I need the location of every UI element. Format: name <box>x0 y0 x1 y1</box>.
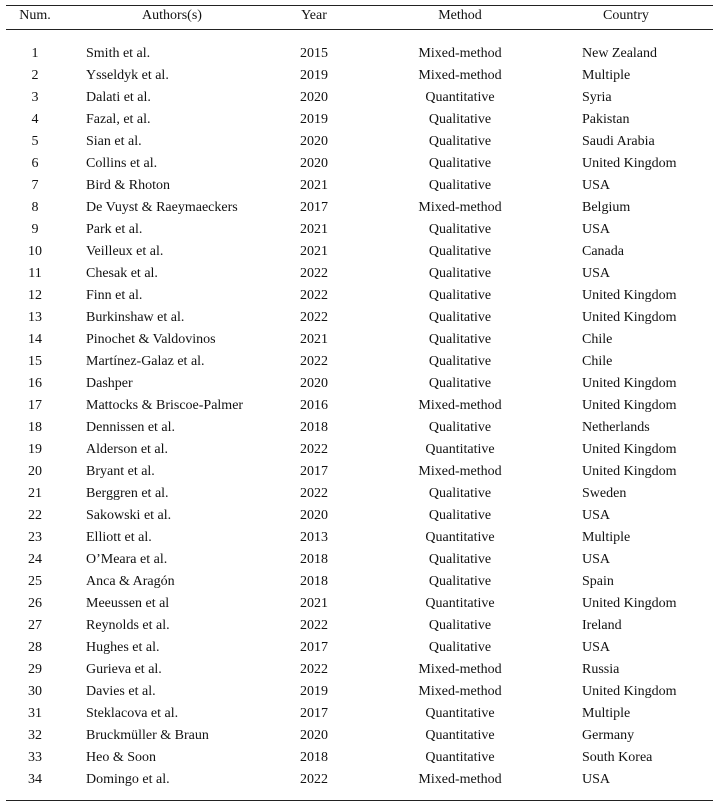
table-row <box>6 549 713 571</box>
cell-num: 32 <box>28 728 42 743</box>
cell-method: Quantitative <box>425 90 495 105</box>
cell-method: Qualitative <box>428 486 492 501</box>
cell-method: Qualitative <box>428 288 492 303</box>
cell-year: 2020 <box>300 134 328 149</box>
cell-authors: Veilleux et al. <box>86 244 164 259</box>
cell-year: 2017 <box>300 200 328 215</box>
cell-authors: Elliott et al. <box>86 530 152 545</box>
cell-num: 26 <box>28 596 42 611</box>
cell-num: 7 <box>31 178 39 193</box>
cell-method: Qualitative <box>428 376 492 391</box>
cell-year: 2022 <box>300 288 328 303</box>
cell-year: 2022 <box>300 772 328 787</box>
cell-country: United Kingdom <box>582 376 677 391</box>
cell-authors: Dalati et al. <box>86 90 151 105</box>
cell-method: Quantitative <box>425 596 495 611</box>
cell-year: 2022 <box>300 442 328 457</box>
cell-method: Quantitative <box>425 728 495 743</box>
cell-num: 9 <box>31 222 39 237</box>
table-row <box>6 527 713 549</box>
cell-method: Quantitative <box>425 442 495 457</box>
cell-method: Quantitative <box>425 530 495 545</box>
cell-num: 1 <box>31 46 39 61</box>
cell-year: 2019 <box>300 112 328 127</box>
cell-method: Qualitative <box>428 310 492 325</box>
cell-num: 25 <box>28 574 42 589</box>
cell-country: Sweden <box>582 486 627 501</box>
cell-authors: Sakowski et al. <box>86 508 172 523</box>
cell-year: 2021 <box>300 244 328 259</box>
cell-num: 16 <box>28 376 42 391</box>
cell-authors: Mattocks & Briscoe-Palmer <box>86 398 244 413</box>
cell-country: South Korea <box>582 750 653 765</box>
cell-country: USA <box>582 508 611 523</box>
cell-method: Qualitative <box>428 552 492 567</box>
cell-num: 15 <box>28 354 42 369</box>
table-header-row <box>6 5 713 27</box>
cell-num: 20 <box>28 464 42 479</box>
header-authors: Authors(s) <box>142 8 202 23</box>
cell-country: United Kingdom <box>582 684 677 699</box>
table-row <box>6 197 713 219</box>
cell-authors: Berggren et al. <box>86 486 169 501</box>
cell-num: 28 <box>28 640 42 655</box>
cell-num: 29 <box>28 662 42 677</box>
table-row <box>6 439 713 461</box>
cell-authors: Alderson et al. <box>86 442 169 457</box>
cell-method: Qualitative <box>428 332 492 347</box>
cell-year: 2022 <box>300 486 328 501</box>
cell-year: 2020 <box>300 376 328 391</box>
cell-num: 23 <box>28 530 42 545</box>
cell-country: Belgium <box>582 200 631 215</box>
cell-country: USA <box>582 772 611 787</box>
cell-num: 22 <box>28 508 42 523</box>
table-row <box>6 329 713 351</box>
cell-country: USA <box>582 640 611 655</box>
header-country: Country <box>603 8 649 23</box>
cell-country: United Kingdom <box>582 398 677 413</box>
cell-authors: Collins et al. <box>86 156 158 171</box>
cell-year: 2020 <box>300 728 328 743</box>
cell-year: 2020 <box>300 90 328 105</box>
table-row <box>6 109 713 131</box>
table-row <box>6 131 713 153</box>
cell-method: Mixed-method <box>418 662 502 677</box>
cell-year: 2022 <box>300 618 328 633</box>
table-row <box>6 615 713 637</box>
cell-authors: Bryant et al. <box>86 464 155 479</box>
cell-method: Qualitative <box>428 508 492 523</box>
cell-authors: Bird & Rhoton <box>86 178 171 193</box>
cell-num: 11 <box>28 266 42 281</box>
cell-year: 2021 <box>300 332 328 347</box>
table-row <box>6 747 713 769</box>
cell-country: USA <box>582 552 611 567</box>
table-row <box>6 87 713 109</box>
cell-authors: Davies et al. <box>86 684 156 699</box>
cell-authors: Dennissen et al. <box>86 420 176 435</box>
cell-country: Canada <box>582 244 624 259</box>
cell-authors: Pinochet & Valdovinos <box>86 332 216 347</box>
cell-year: 2022 <box>300 354 328 369</box>
cell-year: 2022 <box>300 310 328 325</box>
table-row <box>6 725 713 747</box>
table-row <box>6 769 713 791</box>
table-row <box>6 637 713 659</box>
table-row <box>6 593 713 615</box>
cell-method: Qualitative <box>428 134 492 149</box>
cell-authors: Sian et al. <box>86 134 142 149</box>
cell-country: USA <box>582 178 611 193</box>
table-row <box>6 219 713 241</box>
cell-year: 2019 <box>300 684 328 699</box>
cell-method: Qualitative <box>428 420 492 435</box>
cell-authors: Fazal, et al. <box>86 112 151 127</box>
cell-year: 2021 <box>300 178 328 193</box>
table-row <box>6 395 713 417</box>
cell-method: Mixed-method <box>418 398 502 413</box>
cell-authors: Domingo et al. <box>86 772 170 787</box>
cell-country: United Kingdom <box>582 156 677 171</box>
table-row <box>6 417 713 439</box>
cell-num: 10 <box>28 244 42 259</box>
cell-country: Multiple <box>582 530 631 545</box>
cell-authors: Hughes et al. <box>86 640 160 655</box>
cell-country: Chile <box>582 354 613 369</box>
table-row <box>6 241 713 263</box>
cell-num: 5 <box>31 134 39 149</box>
cell-num: 18 <box>28 420 42 435</box>
cell-authors: Finn et al. <box>86 288 143 303</box>
cell-method: Mixed-method <box>418 46 502 61</box>
cell-method: Qualitative <box>428 222 492 237</box>
cell-num: 13 <box>28 310 42 325</box>
cell-year: 2020 <box>300 508 328 523</box>
cell-method: Qualitative <box>428 244 492 259</box>
cell-method: Mixed-method <box>418 200 502 215</box>
cell-authors: Gurieva et al. <box>86 662 162 677</box>
cell-authors: O’Meara et al. <box>86 552 168 567</box>
cell-year: 2017 <box>300 706 328 721</box>
cell-method: Qualitative <box>428 354 492 369</box>
cell-country: Multiple <box>582 68 631 83</box>
table-row <box>6 285 713 307</box>
table-row <box>6 681 713 703</box>
table-header-rule <box>6 29 713 30</box>
cell-authors: Dashper <box>86 376 133 391</box>
cell-country: Ireland <box>582 618 622 633</box>
table-row <box>6 153 713 175</box>
cell-num: 6 <box>31 156 39 171</box>
header-num: Num. <box>19 8 51 23</box>
cell-num: 33 <box>28 750 42 765</box>
cell-authors: Reynolds et al. <box>86 618 170 633</box>
cell-num: 3 <box>31 90 39 105</box>
cell-year: 2013 <box>300 530 328 545</box>
cell-authors: Bruckmüller & Braun <box>86 728 209 743</box>
cell-method: Qualitative <box>428 266 492 281</box>
table-row <box>6 65 713 87</box>
cell-country: United Kingdom <box>582 464 677 479</box>
cell-method: Qualitative <box>428 640 492 655</box>
cell-authors: Smith et al. <box>86 46 151 61</box>
cell-authors: Heo & Soon <box>86 750 156 765</box>
cell-country: Multiple <box>582 706 631 721</box>
cell-method: Quantitative <box>425 706 495 721</box>
cell-year: 2018 <box>300 420 328 435</box>
cell-method: Mixed-method <box>418 68 502 83</box>
cell-num: 24 <box>28 552 42 567</box>
cell-num: 4 <box>31 112 39 127</box>
cell-year: 2018 <box>300 750 328 765</box>
table-row <box>6 505 713 527</box>
cell-num: 8 <box>31 200 39 215</box>
cell-year: 2021 <box>300 596 328 611</box>
table-row <box>6 307 713 329</box>
cell-method: Qualitative <box>428 178 492 193</box>
cell-authors: Park et al. <box>86 222 143 237</box>
cell-country: Chile <box>582 332 613 347</box>
cell-num: 34 <box>28 772 42 787</box>
header-year: Year <box>301 8 327 23</box>
cell-num: 14 <box>28 332 42 347</box>
cell-year: 2022 <box>300 662 328 677</box>
cell-country: United Kingdom <box>582 596 677 611</box>
table-row <box>6 571 713 593</box>
cell-year: 2016 <box>300 398 328 413</box>
cell-num: 2 <box>31 68 39 83</box>
cell-method: Mixed-method <box>418 772 502 787</box>
cell-authors: Anca & Aragón <box>86 574 175 589</box>
cell-authors: Steklacova et al. <box>86 706 179 721</box>
cell-country: Spain <box>582 574 614 589</box>
cell-num: 30 <box>28 684 42 699</box>
cell-country: Germany <box>582 728 635 743</box>
cell-method: Qualitative <box>428 574 492 589</box>
cell-year: 2018 <box>300 574 328 589</box>
cell-method: Mixed-method <box>418 684 502 699</box>
cell-method: Mixed-method <box>418 464 502 479</box>
table-row <box>6 703 713 725</box>
cell-year: 2020 <box>300 156 328 171</box>
table-row <box>6 351 713 373</box>
table-row <box>6 43 713 65</box>
cell-num: 31 <box>28 706 42 721</box>
cell-country: Saudi Arabia <box>582 134 655 149</box>
cell-country: New Zealand <box>582 46 658 61</box>
cell-method: Qualitative <box>428 112 492 127</box>
cell-country: United Kingdom <box>582 442 677 457</box>
cell-num: 19 <box>28 442 42 457</box>
cell-year: 2017 <box>300 464 328 479</box>
cell-country: Syria <box>582 90 612 105</box>
cell-method: Quantitative <box>425 750 495 765</box>
table-row <box>6 461 713 483</box>
cell-country: Netherlands <box>582 420 650 435</box>
cell-year: 2022 <box>300 266 328 281</box>
cell-year: 2021 <box>300 222 328 237</box>
table-row <box>6 373 713 395</box>
cell-year: 2017 <box>300 640 328 655</box>
cell-country: USA <box>582 266 611 281</box>
cell-authors: Meeussen et al <box>86 596 170 611</box>
cell-year: 2015 <box>300 46 328 61</box>
table-row <box>6 483 713 505</box>
cell-country: Pakistan <box>582 112 630 127</box>
cell-num: 17 <box>28 398 42 413</box>
table-bottom-rule <box>6 800 713 801</box>
cell-num: 21 <box>28 486 42 501</box>
cell-country: USA <box>582 222 611 237</box>
cell-authors: De Vuyst & Raeymaeckers <box>86 200 238 215</box>
table-row <box>6 263 713 285</box>
table-row <box>6 659 713 681</box>
cell-year: 2019 <box>300 68 328 83</box>
cell-authors: Martínez-Galaz et al. <box>86 354 205 369</box>
cell-country: United Kingdom <box>582 288 677 303</box>
cell-num: 12 <box>28 288 42 303</box>
cell-authors: Chesak et al. <box>86 266 158 281</box>
cell-method: Qualitative <box>428 618 492 633</box>
table-row <box>6 175 713 197</box>
header-method: Method <box>438 8 482 23</box>
cell-authors: Burkinshaw et al. <box>86 310 185 325</box>
cell-num: 27 <box>28 618 42 633</box>
cell-year: 2018 <box>300 552 328 567</box>
cell-authors: Ysseldyk et al. <box>86 68 169 83</box>
cell-country: United Kingdom <box>582 310 677 325</box>
cell-method: Qualitative <box>428 156 492 171</box>
cell-country: Russia <box>582 662 620 677</box>
